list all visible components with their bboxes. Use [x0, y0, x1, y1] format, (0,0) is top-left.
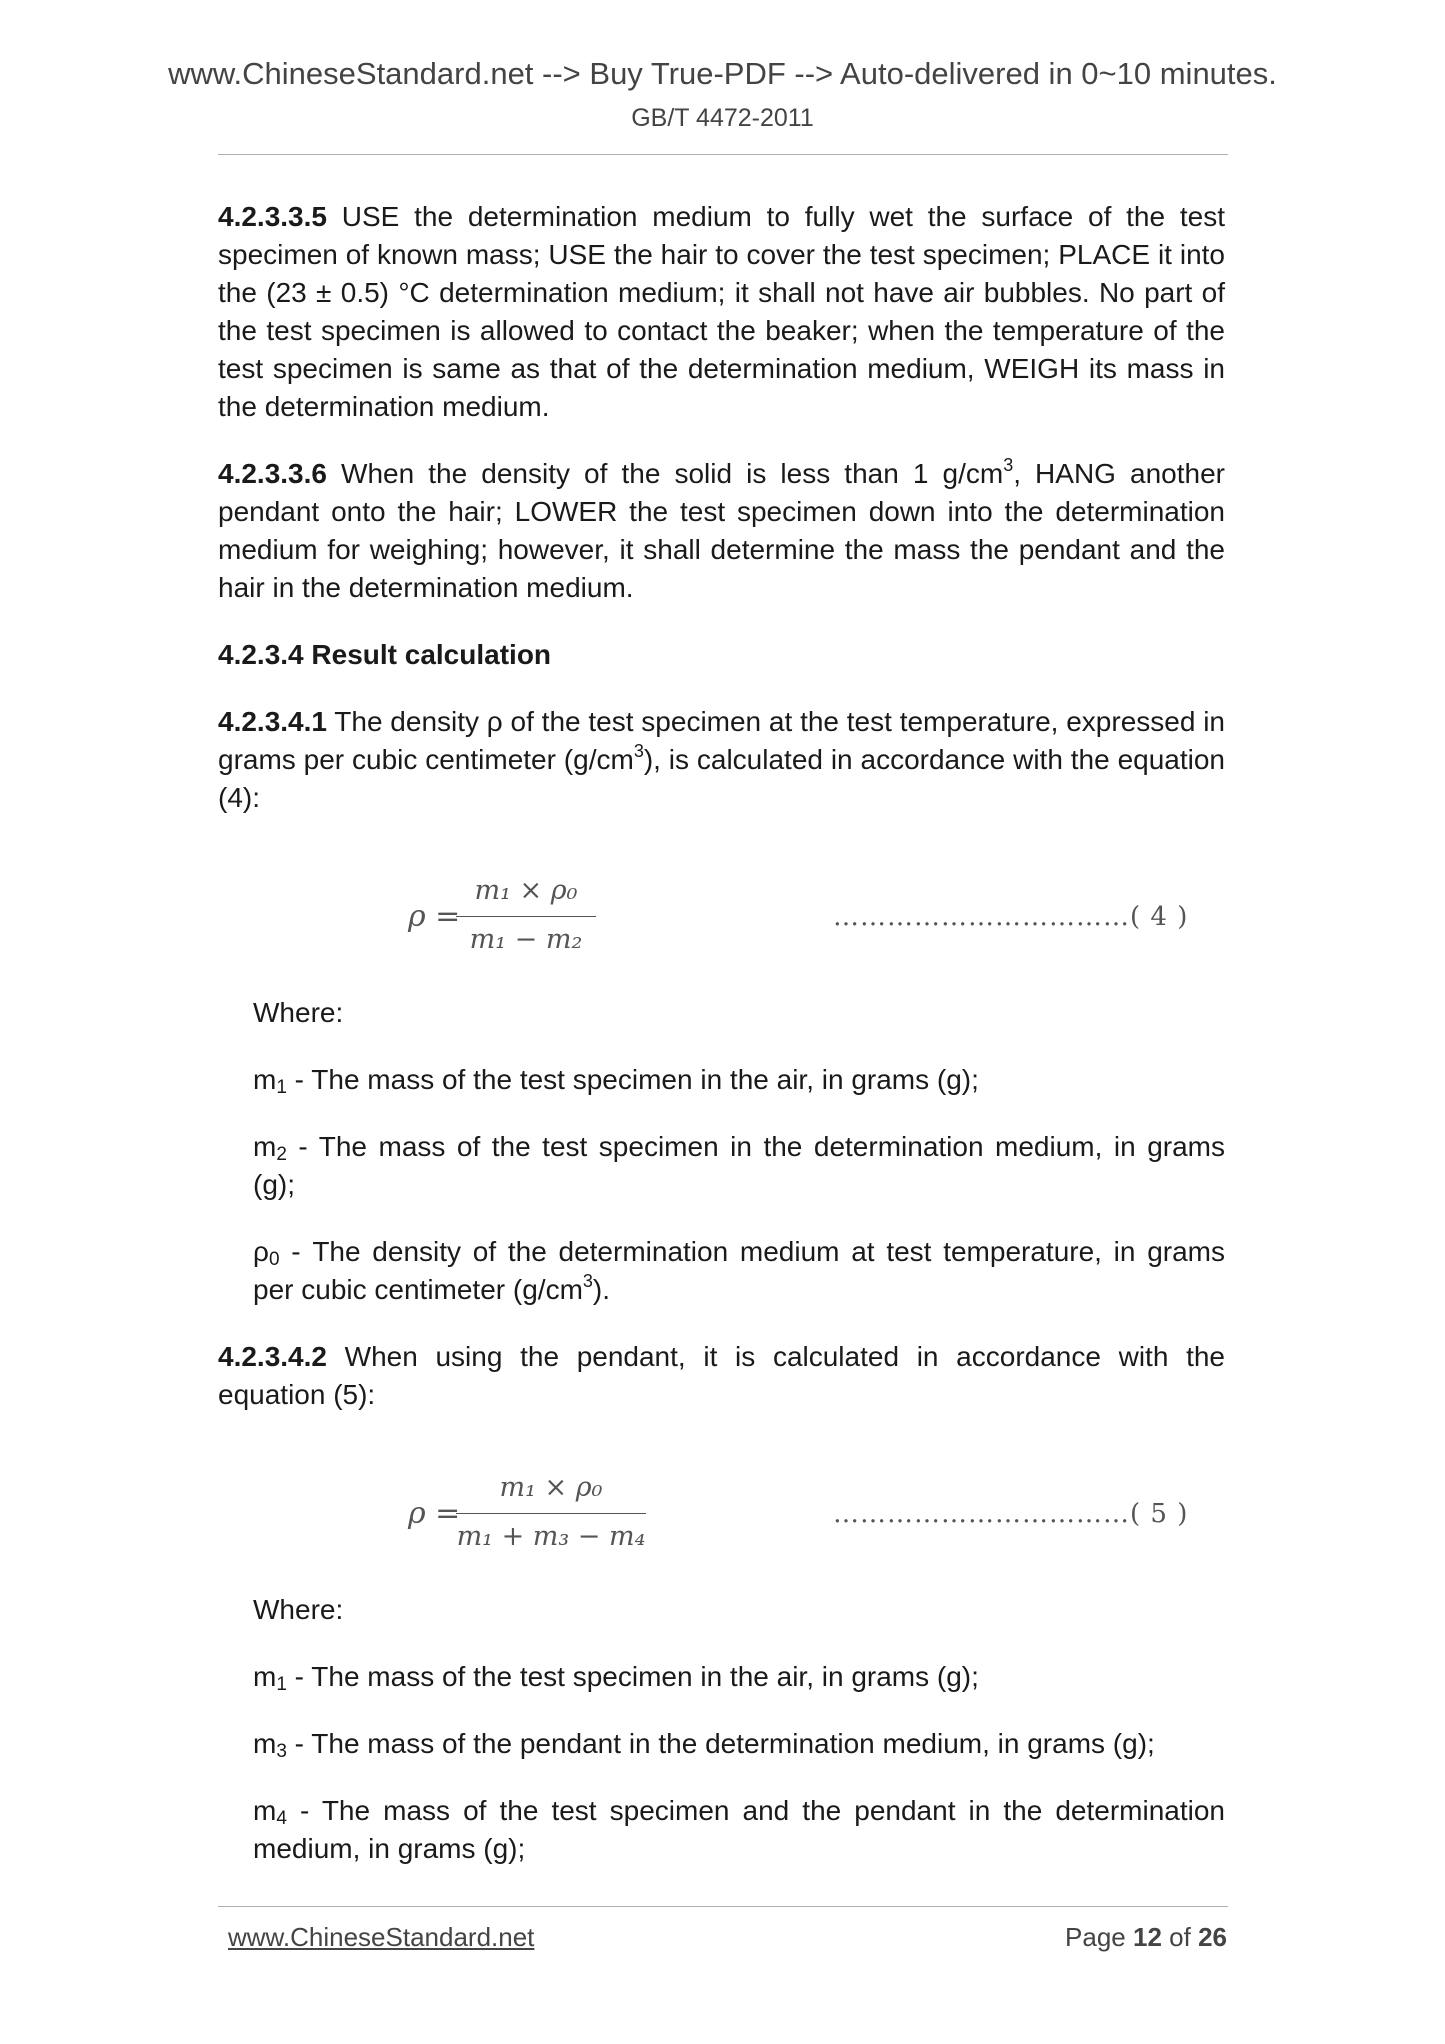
- formula-fraction: [456, 1469, 646, 1556]
- clause-number: 4.2.3.4.2: [218, 1341, 327, 1372]
- formula-denominator: m₁ − m₂: [456, 916, 596, 959]
- equation-label: ……………………………( 5 ): [833, 1499, 1189, 1529]
- formula-numerator: m₁ × ρ₀: [474, 875, 578, 906]
- header-banner[interactable]: www.ChineseStandard.net --> Buy True-PDF --> Auto-delivered in 0~10 minutes.: [168, 56, 1277, 91]
- footer-link[interactable]: www.ChineseStandard.net: [228, 1922, 535, 1952]
- formula-lhs: ρ =: [408, 899, 461, 934]
- variable-definition: $m_3$ - The mass of the pendant in the determination medium, in grams (g);: [253, 1728, 1155, 1762]
- clause-text: ), is calculated in accordance with the equation (4):: [218, 744, 1225, 813]
- variable-definition: $m_2$ - The mass of the test specimen in the determination medium, in grams (g);: [253, 1131, 1225, 1200]
- superscript: 3: [1003, 455, 1014, 475]
- variable-definition: $\rho_0$ - The density of the determination medium at test temperature, in grams per cubic centimeter $(g/cm^3)$.: [253, 1236, 1225, 1305]
- document-code: GB/T 4472-2011: [631, 104, 814, 132]
- clause-text: , HANG another pendant onto the hair; LOWER the test specimen down into the determination medium for weighing; however, it shall determine the mass the pendant and the hair in the determination medium.: [218, 458, 1225, 603]
- formula-numerator: m₁ × ρ₀: [499, 1472, 603, 1503]
- footer-divider: [218, 1906, 1228, 1907]
- where-label: Where:: [253, 997, 344, 1028]
- formula-lhs: ρ =: [408, 1496, 461, 1531]
- clause-text: The density ρ of the test specimen at the test temperature, expressed in grams per cubic centimeter (g/cm: [218, 706, 1225, 775]
- variable-definition: $m_4$ - The mass of the test specimen and the pendant in the determination medium, in grams (g);: [253, 1795, 1225, 1864]
- formula-fraction: [456, 872, 596, 959]
- formula-denominator: m₁ + m₃ − m₄: [456, 1513, 646, 1556]
- page-number: Page 12 of 26: [1065, 1922, 1227, 1952]
- header-divider: [218, 154, 1228, 155]
- clause-text: USE the determination medium to fully wet the surface of the test specimen of known mass; USE the hair to cover the test specimen; PLACE it into the (23 ± 0.5) °C determination medium; it shall not have air bubbles. No part of the test specimen is allowed to contact the beaker; when the temperature of the test specimen is same as that of the determination medium, WEIGH its mass in the determination medium.: [218, 201, 1225, 422]
- clause-number: 4.2.3.3.5: [218, 201, 327, 232]
- clause-number: 4.2.3.3.6: [218, 458, 327, 489]
- superscript: 3: [633, 741, 644, 761]
- clause-4-2-3-3-6: [218, 455, 1225, 607]
- equation-label: ……………………………( 4 ): [833, 902, 1189, 932]
- where-label: Where:: [253, 1594, 344, 1625]
- equation-4: [218, 846, 1225, 994]
- clause-text: When the density of the solid is less than 1 g/cm: [326, 458, 1004, 489]
- clause-number: 4.2.3.4.1: [218, 706, 327, 737]
- clause-text: When using the pendant, it is calculated in accordance with the equation (5):: [218, 1341, 1225, 1410]
- section-heading-result-calculation: 4.2.3.4 Result calculation: [218, 639, 552, 670]
- page-content: [218, 198, 1225, 1897]
- variable-definition: $m_1$ - The mass of the test specimen in the air, in grams (g);: [253, 1661, 979, 1695]
- clause-4-2-3-4-1: [218, 703, 1225, 817]
- variable-definition: $m_1$ - The mass of the test specimen in the air, in grams (g);: [253, 1064, 979, 1098]
- clause-4-2-3-4-2: [218, 1338, 1225, 1414]
- clause-4-2-3-3-5: [218, 198, 1225, 426]
- equation-5: [218, 1443, 1225, 1591]
